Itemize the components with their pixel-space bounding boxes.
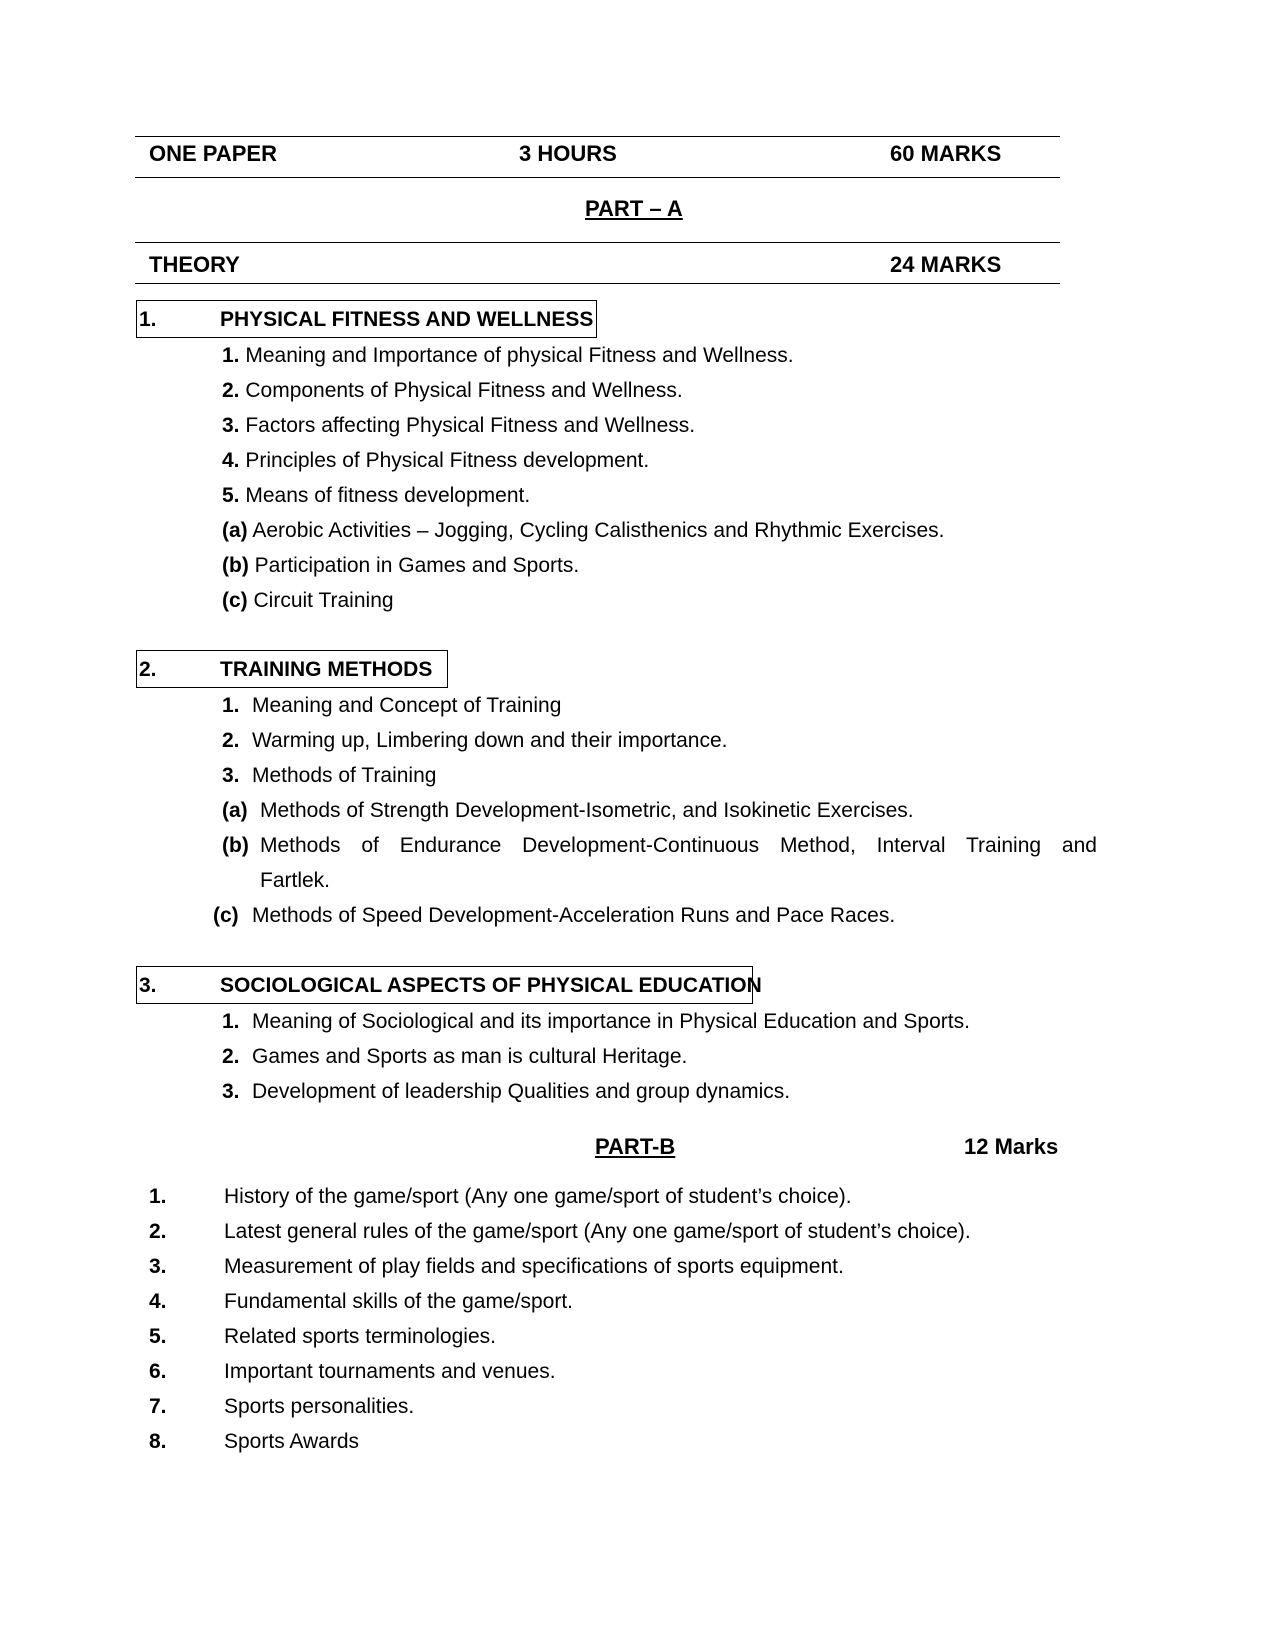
section-1-title: PHYSICAL FITNESS AND WELLNESS — [220, 308, 594, 331]
section-2-title: TRAINING METHODS — [220, 658, 433, 681]
section-2-number: 2. — [139, 658, 157, 681]
list-item: (b) Participation in Games and Sports. — [222, 554, 580, 577]
theory-top-rule — [135, 242, 1060, 243]
list-item: 2. Warming up, Limbering down and their importance. — [222, 729, 728, 752]
section-1-number: 1. — [139, 308, 157, 331]
list-item: 3. Factors affecting Physical Fitness and Wellness. — [222, 414, 696, 437]
list-item: (a) Aerobic Activities – Jogging, Cycling Calisthenics and Rhythmic Exercises. — [222, 519, 945, 542]
section-1-heading-box — [136, 300, 597, 338]
part-b-marks: 12 Marks — [964, 1134, 1059, 1159]
list-item: 3. Methods of Training — [222, 764, 437, 787]
list-item: 5. Means of fitness development. — [222, 484, 531, 507]
total-marks-label: 60 MARKS — [890, 141, 1002, 166]
header-bottom-rule — [135, 177, 1060, 178]
theory-bottom-rule — [135, 283, 1060, 284]
list-item: 1. Meaning and Importance of physical Fitness and Wellness. — [222, 344, 794, 367]
list-item: (a) Methods of Strength Development-Isometric, and Isokinetic Exercises. — [222, 799, 914, 822]
theory-label: THEORY — [149, 252, 240, 277]
list-item: 1. Meaning and Concept of Training — [222, 694, 562, 717]
paper-label: ONE PAPER — [149, 141, 277, 166]
list-item: 4. Principles of Physical Fitness development. — [222, 449, 650, 472]
part-a-title: PART – A — [585, 196, 683, 221]
list-item-continuation: Fartlek. — [260, 869, 331, 892]
hours-label: 3 HOURS — [519, 141, 617, 166]
list-item: (b) Methods of Endurance Development-Continuous Method, Interval Training and — [222, 834, 1097, 857]
theory-marks: 24 MARKS — [890, 252, 1002, 277]
section-2-heading-box — [136, 650, 448, 688]
header-top-rule — [135, 136, 1060, 137]
list-item: 1. Meaning of Sociological and its importance in Physical Education and Sports. — [222, 1010, 970, 1033]
list-item: 3. Development of leadership Qualities and group dynamics. — [222, 1080, 791, 1103]
section-3-title: SOCIOLOGICAL ASPECTS OF PHYSICAL EDUCATION — [220, 974, 762, 997]
list-item: (c) Circuit Training — [222, 589, 394, 612]
list-item: 2. Components of Physical Fitness and Wellness. — [222, 379, 683, 402]
list-item: 2. Games and Sports as man is cultural Heritage. — [222, 1045, 688, 1068]
section-3-heading-box — [136, 966, 762, 1004]
part-b-title: PART-B — [595, 1134, 676, 1159]
list-item: (c) Methods of Speed Development-Acceleration Runs and Pace Races. — [213, 904, 896, 927]
section-3-number: 3. — [139, 974, 157, 997]
